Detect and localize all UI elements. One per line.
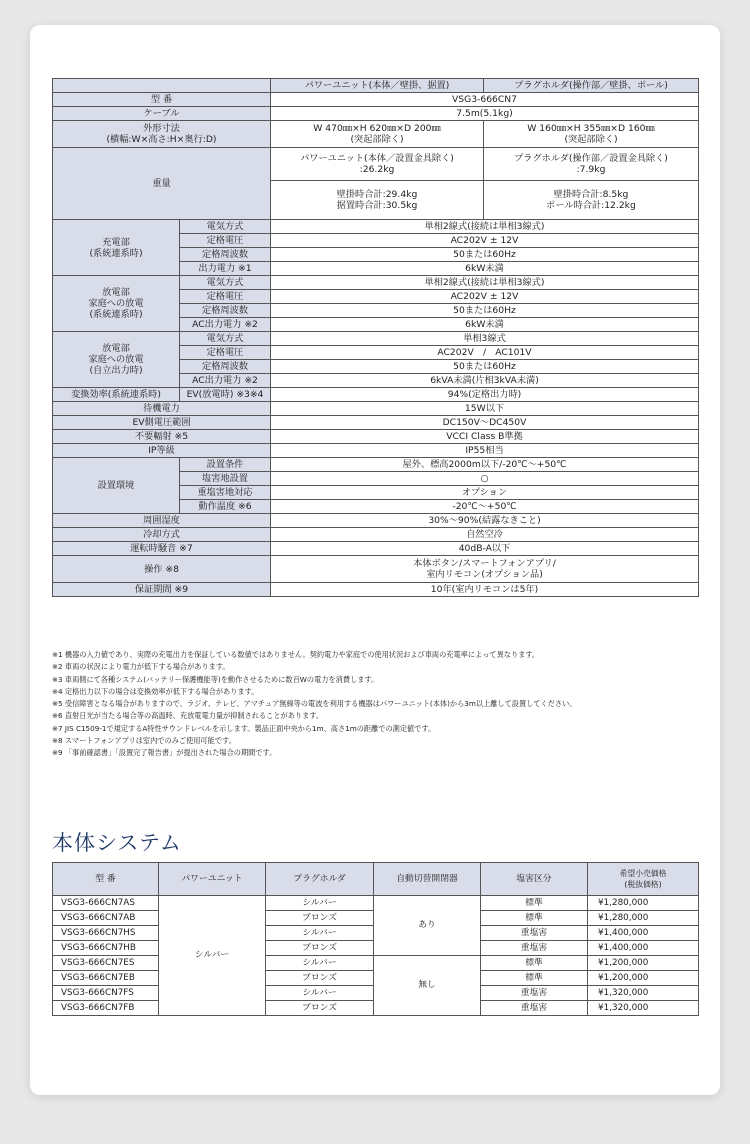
charge-row-value: 単相2線式(接続は単相3線式): [271, 220, 699, 234]
discharge-row-value: 50または60Hz: [271, 304, 699, 318]
spec-row-label: EV側電圧範囲: [53, 416, 271, 430]
spec-row-value: 30%〜90%(結露なきこと): [271, 514, 699, 528]
row-model: VSG3-666CN7HB: [53, 941, 159, 956]
row-price: ¥1,200,000: [588, 971, 699, 986]
charge-row-label: 定格電圧: [180, 234, 271, 248]
env-row-label: 塩害地設置: [180, 472, 271, 486]
efficiency-value: 94%(定格出力時): [271, 388, 699, 402]
header-power-unit: パワーユニット: [159, 863, 266, 896]
row-price: ¥1,400,000: [588, 941, 699, 956]
row-plug: シルバー: [266, 956, 374, 971]
discharge-row-value: 単相2線式(接続は単相3線式): [271, 276, 699, 290]
spec-row-value: VCCI Class B準拠: [271, 430, 699, 444]
footnote: ※2 車両の状況により電力が低下する場合があります。: [52, 662, 230, 672]
header-auto-switch: 自動切替開閉器: [374, 863, 481, 896]
env-row-value: -20℃〜+50℃: [271, 500, 699, 514]
efficiency-label: 変換効率(系統連系時): [53, 388, 180, 402]
spec-row-value: 40dB-A以下: [271, 542, 699, 556]
self-output-label: 放電部 家庭への放電 (自立出力時): [53, 332, 180, 388]
charge-row-value: AC202V ± 12V: [271, 234, 699, 248]
spec-row-label: 不要輻射 ※5: [53, 430, 271, 444]
discharge-row-value: AC202V ± 12V: [271, 290, 699, 304]
model-value: VSG3-666CN7: [271, 93, 699, 107]
weight-plug-unit: プラグホルダ(操作部／設置金具除く) :7.9kg: [484, 148, 699, 181]
self-row-value: 50または60Hz: [271, 360, 699, 374]
footnote: ※8 スマートフォンアプリは室内でのみご使用可能です。: [52, 736, 236, 746]
charge-row-label: 電気方式: [180, 220, 271, 234]
model-table-header: [53, 863, 699, 896]
row-model: VSG3-666CN7EB: [53, 971, 159, 986]
charge-row-label: 定格周波数: [180, 248, 271, 262]
row-model: VSG3-666CN7HS: [53, 926, 159, 941]
spec-row-label: IP等級: [53, 444, 271, 458]
env-row-label: 設置条件: [180, 458, 271, 472]
row-plug: シルバー: [266, 986, 374, 1001]
weight-label: 重量: [53, 148, 271, 220]
footnote: ※3 車両側にて各種システム(バッテリー保護機能等)を動作させるために数百Wの電力を消費します。: [52, 674, 379, 684]
table-row: [53, 896, 699, 911]
self-row-value: 単相3線式: [271, 332, 699, 346]
row-salt: 重塩害: [481, 986, 588, 1001]
spec-row-value: 15W以下: [271, 402, 699, 416]
charge-row-value: 6kW未満: [271, 262, 699, 276]
row-plug: ブロンズ: [266, 1001, 374, 1016]
footnote: ※6 直射日光が当たる場合等の高温時、充放電電力量が抑制されることがあります。: [52, 711, 324, 721]
footnote: ※4 定格出力以下の場合は変換効率が低下する場合があります。: [52, 686, 259, 696]
weight-plug-total: 壁掛時合計:8.5kg ポール時合計:12.2kg: [484, 181, 699, 220]
discharge-row-label: 定格電圧: [180, 290, 271, 304]
col-power-unit: パワーユニット(本体／壁掛、据置): [271, 79, 484, 93]
discharge-label: 放電部 家庭への放電 (系統連系時): [53, 276, 180, 332]
environment-label: 設置環境: [53, 458, 180, 514]
spec-card: [30, 25, 720, 1095]
warranty-label: 保証期間 ※9: [53, 583, 271, 597]
footnote: ※1 機器の入力値であり、実際の充電出力を保証している数値ではありません。契約電力や家庭での使用状況および車両の充電率によって異なります。: [52, 650, 540, 659]
charge-label: 充電部 (系統連系時): [53, 220, 180, 276]
row-price: ¥1,280,000: [588, 896, 699, 911]
weight-power-unit: パワーユニット(本体／設置金具除く) :26.2kg: [271, 148, 484, 181]
row-model: VSG3-666CN7FB: [53, 1001, 159, 1016]
spec-row-value: DC150V〜DC450V: [271, 416, 699, 430]
header-plug-holder: プラグホルダ: [266, 863, 374, 896]
row-plug: ブロンズ: [266, 911, 374, 926]
spec-row-label: 周囲湿度: [53, 514, 271, 528]
footnote: ※7 JIS C1509-1で規定するA特性サウンドレベルを示します。製品正面中央から1m、高さ1mの距離での測定値です。: [52, 723, 436, 733]
dims-plug: W 160㎜×H 355㎜×D 160㎜ (突起部除く): [484, 121, 699, 148]
operation-value: 本体ボタン/スマートフォンアプリ/ 室内リモコン(オプション品): [271, 556, 699, 583]
header-price: 希望小売価格 (税抜価格): [588, 863, 699, 896]
self-row-label: 定格電圧: [180, 346, 271, 360]
dims-power: W 470㎜×H 620㎜×D 200㎜ (突起部除く): [271, 121, 484, 148]
cable-label: ケーブル: [53, 107, 271, 121]
auto-switch-no: 無し: [374, 956, 481, 1016]
row-model: VSG3-666CN7AS: [53, 896, 159, 911]
model-label: 型 番: [53, 93, 271, 107]
spec-row-label: 待機電力: [53, 402, 271, 416]
self-row-value: 6kVA未満(片相3kVA未満): [271, 374, 699, 388]
row-price: ¥1,320,000: [588, 1001, 699, 1016]
row-salt: 標準: [481, 911, 588, 926]
env-row-label: 動作温度 ※6: [180, 500, 271, 514]
row-price: ¥1,200,000: [588, 956, 699, 971]
cable-value: 7.5m(5.1kg): [271, 107, 699, 121]
power-unit-color: シルバー: [159, 896, 266, 1016]
auto-switch-yes: あり: [374, 896, 481, 956]
row-salt: 重塩害: [481, 941, 588, 956]
section-title: 本体システム: [52, 831, 182, 855]
operation-label: 操作 ※8: [53, 556, 271, 583]
row-model: VSG3-666CN7ES: [53, 956, 159, 971]
row-plug: ブロンズ: [266, 971, 374, 986]
spec-row-label: 冷却方式: [53, 528, 271, 542]
charge-row-value: 50または60Hz: [271, 248, 699, 262]
row-plug: シルバー: [266, 926, 374, 941]
row-salt: 標準: [481, 956, 588, 971]
row-salt: 標準: [481, 971, 588, 986]
header-model: 型 番: [53, 863, 159, 896]
row-price: ¥1,320,000: [588, 986, 699, 1001]
row-salt: 標準: [481, 896, 588, 911]
self-row-value: AC202V / AC101V: [271, 346, 699, 360]
spec-header-row: [53, 79, 699, 93]
model-table: [52, 862, 699, 1016]
self-row-label: 電気方式: [180, 332, 271, 346]
row-model: VSG3-666CN7AB: [53, 911, 159, 926]
row-price: ¥1,400,000: [588, 926, 699, 941]
row-plug: シルバー: [266, 896, 374, 911]
row-salt: 重塩害: [481, 1001, 588, 1016]
spec-row-value: 自然空冷: [271, 528, 699, 542]
discharge-row-value: 6kW未満: [271, 318, 699, 332]
env-row-value: ○: [271, 472, 699, 486]
dims-label: 外形寸法 (横幅:W×高さ:H×奥行:D): [53, 121, 271, 148]
self-row-label: AC出力電力 ※2: [180, 374, 271, 388]
row-salt: 重塩害: [481, 926, 588, 941]
footnotes: [52, 649, 577, 760]
spec-header-blank: [53, 79, 271, 93]
self-row-label: 定格周波数: [180, 360, 271, 374]
header-salt-class: 塩害区分: [481, 863, 588, 896]
env-row-value: 屋外、標高2000m以下/-20℃〜+50℃: [271, 458, 699, 472]
env-row-label: 重塩害地対応: [180, 486, 271, 500]
spec-row-label: 運転時騒音 ※7: [53, 542, 271, 556]
row-plug: ブロンズ: [266, 941, 374, 956]
spec-table: [52, 78, 699, 597]
discharge-row-label: 定格周波数: [180, 304, 271, 318]
row-model: VSG3-666CN7FS: [53, 986, 159, 1001]
footnote: ※5 受信障害となる場合がありますので、ラジオ、テレビ、アマチュア無線等の電波を利用する機器はパワーユニット(本体)から3m以上離して設置してください。: [52, 699, 577, 709]
weight-power-total: 壁掛時合計:29.4kg 据置時合計:30.5kg: [271, 181, 484, 220]
table-row: [53, 956, 699, 971]
discharge-row-label: 電気方式: [180, 276, 271, 290]
col-plug-holder: プラグホルダ(操作部／壁掛、ポール): [484, 79, 699, 93]
footnote: ※9 「事前確認書」「設置完了報告書」が提出された場合の期間です。: [52, 748, 277, 758]
discharge-row-label: AC出力電力 ※2: [180, 318, 271, 332]
warranty-value: 10年(室内リモコンは5年): [271, 583, 699, 597]
env-row-value: オプション: [271, 486, 699, 500]
row-price: ¥1,280,000: [588, 911, 699, 926]
charge-row-label: 出力電力 ※1: [180, 262, 271, 276]
spec-row-value: IP55相当: [271, 444, 699, 458]
efficiency-sub-label: EV(放電時) ※3※4: [180, 388, 271, 402]
